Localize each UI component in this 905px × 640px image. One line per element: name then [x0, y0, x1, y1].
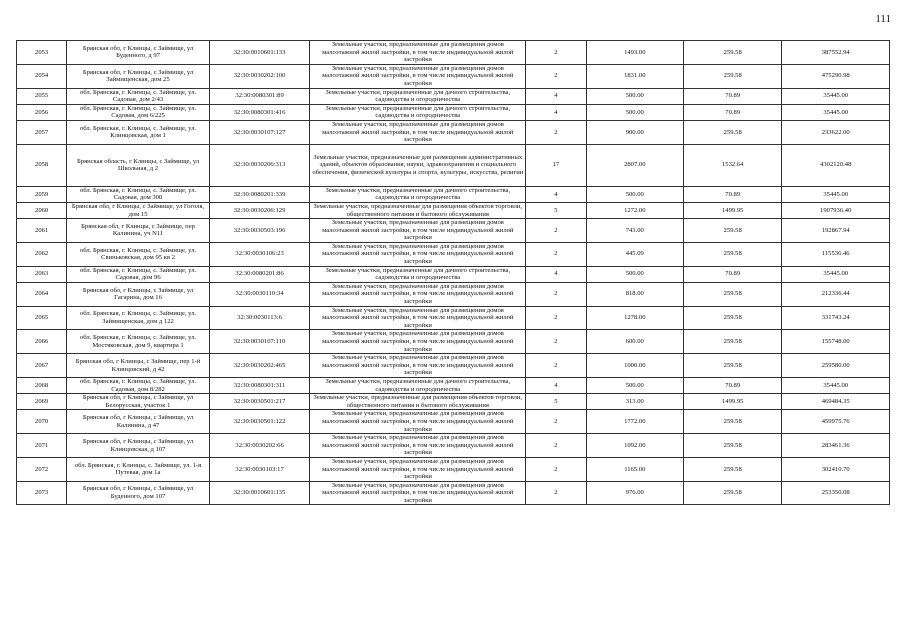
land-use-cell: Земельные участки, предназначенные для размещения административных зданий, объектов образования, науки, здравоохранения и социального обеспечения, физической культуры и спорта, культуры, искусства, религии [310, 144, 526, 186]
address-cell: Брянская обл, г Клинцы, с Займище, пер Калинина, уч N11 [67, 219, 210, 243]
address-cell: обл. Брянская, г. Клинцы, с. Займище, ул. Мостяковская, дом 9, квартира 1 [67, 330, 210, 354]
specific-value-cell: 70.89 [684, 186, 782, 202]
address-cell: Брянская обл, г Клинцы, с Займище, ул Займищенская, дом 25 [67, 64, 210, 88]
land-use-cell: Земельные участки, предназначенные для размещения домов малоэтажной жилой застройки, в том числе индивидуальной жилой застройки [310, 306, 526, 330]
cadastral-number-cell: 32:30:0030103:17 [209, 457, 309, 481]
group-cell: 2 [526, 219, 586, 243]
group-cell: 2 [526, 434, 586, 458]
group-cell: 2 [526, 120, 586, 144]
cadastral-value-cell: 233622.00 [782, 120, 890, 144]
table-row [17, 434, 890, 458]
cadastral-number-cell: 32:30:0030501:217 [209, 394, 309, 410]
address-cell: Брянская обл, г Клинцы, с Займище, ул Клинцовская, д 107 [67, 434, 210, 458]
area-cell: 900.00 [586, 120, 683, 144]
address-cell: обл. Брянская, г. Клинцы, с. Займище, ул. Свиньковская, дом 95 кв 2 [67, 242, 210, 266]
cadastral-value-cell: 35445.00 [782, 88, 890, 104]
land-use-cell: Земельные участки, предназначенные для размещения домов малоэтажной жилой застройки, в том числе индивидуальной жилой застройки [310, 434, 526, 458]
area-cell: 500.00 [586, 266, 683, 282]
table-row [17, 394, 890, 410]
specific-value-cell: 70.89 [684, 88, 782, 104]
land-use-cell: Земельные участки, предназначенные для размещения домов малоэтажной жилой застройки, в том числе индивидуальной жилой застройки [310, 481, 526, 505]
specific-value-cell: 1532.64 [684, 144, 782, 186]
land-use-cell: Земельные участки, предназначенные для размещения домов малоэтажной жилой застройки, в том числе индивидуальной жилой застройки [310, 410, 526, 434]
specific-value-cell: 259.58 [684, 306, 782, 330]
group-cell: 2 [526, 242, 586, 266]
specific-value-cell: 70.89 [684, 377, 782, 393]
table-row [17, 202, 890, 218]
row-number: 2058 [17, 144, 67, 186]
area-cell: 818.00 [586, 282, 683, 306]
cadastral-value-cell: 259580.00 [782, 354, 890, 378]
table-row [17, 354, 890, 378]
cadastral-number-cell: 32:30:0030206:129 [209, 202, 309, 218]
address-cell: Брянская обл, г Клинцы, с Займище, ул Белорусская, участок 1 [67, 394, 210, 410]
area-cell: 2807.00 [586, 144, 683, 186]
cadastral-value-cell: 302410.70 [782, 457, 890, 481]
area-cell: 500.00 [586, 186, 683, 202]
cadastral-number-cell: 32:30:0080301:416 [209, 104, 309, 120]
group-cell: 5 [526, 394, 586, 410]
land-use-cell: Земельные участки, предназначенные для размещения домов малоэтажной жилой застройки, в том числе индивидуальной жилой застройки [310, 242, 526, 266]
row-number: 2055 [17, 88, 67, 104]
table-row [17, 457, 890, 481]
row-number: 2053 [17, 41, 67, 65]
cadastral-value-cell: 469484.35 [782, 394, 890, 410]
area-cell: 1272.00 [586, 202, 683, 218]
group-cell: 2 [526, 481, 586, 505]
cadastral-value-cell: 35445.00 [782, 377, 890, 393]
address-cell: обл. Брянская, г. Клинцы, с. Займище, ул. Займищенская, дом д 122 [67, 306, 210, 330]
row-number: 2063 [17, 266, 67, 282]
group-cell: 2 [526, 306, 586, 330]
area-cell: 313.00 [586, 394, 683, 410]
cadastral-number-cell: 32:30:0080301:89 [209, 88, 309, 104]
cadastral-number-cell: 32:30:0080301:311 [209, 377, 309, 393]
land-use-cell: Земельные участки, предназначенные для размещения домов малоэтажной жилой застройки, в том числе индивидуальной жилой застройки [310, 41, 526, 65]
cadastral-number-cell: 32:30:0030501:122 [209, 410, 309, 434]
address-cell: Брянская обл, г Клинцы, с Займище, ул Буденного, д 97 [67, 41, 210, 65]
cadastral-number-cell: 32:30:0010601:135 [209, 481, 309, 505]
specific-value-cell: 259.58 [684, 434, 782, 458]
row-number: 2062 [17, 242, 67, 266]
specific-value-cell: 259.58 [684, 330, 782, 354]
area-cell: 500.00 [586, 377, 683, 393]
group-cell: 17 [526, 144, 586, 186]
row-number: 2057 [17, 120, 67, 144]
row-number: 2068 [17, 377, 67, 393]
group-cell: 2 [526, 282, 586, 306]
row-number: 2071 [17, 434, 67, 458]
land-use-cell: Земельные участки, предназначенные для дачного строительства, садоводства и огородничества [310, 186, 526, 202]
row-number: 2070 [17, 410, 67, 434]
row-number: 2059 [17, 186, 67, 202]
cadastral-value-cell: 387552.94 [782, 41, 890, 65]
specific-value-cell: 259.58 [684, 41, 782, 65]
specific-value-cell: 1499.95 [684, 394, 782, 410]
row-number: 2060 [17, 202, 67, 218]
table-row [17, 64, 890, 88]
specific-value-cell: 259.58 [684, 457, 782, 481]
cadastral-number-cell: 32:30:0030113:6 [209, 306, 309, 330]
specific-value-cell: 259.58 [684, 64, 782, 88]
row-number: 2061 [17, 219, 67, 243]
cadastral-number-cell: 32:30:0030106:23 [209, 242, 309, 266]
address-cell: Брянская обл, г Клинцы, с Займище, ул Калинина, д 47 [67, 410, 210, 434]
cadastral-number-cell: 32:30:0030202:465 [209, 354, 309, 378]
address-cell: Брянская обл, г Клинцы, с Займище, ул Буденного, дом 107 [67, 481, 210, 505]
group-cell: 2 [526, 354, 586, 378]
group-cell: 2 [526, 64, 586, 88]
group-cell: 2 [526, 41, 586, 65]
area-cell: 1000.00 [586, 354, 683, 378]
cadastral-value-cell: 4302120.48 [782, 144, 890, 186]
row-number: 2066 [17, 330, 67, 354]
area-cell: 500.00 [586, 104, 683, 120]
cadastral-value-cell: 35445.00 [782, 104, 890, 120]
specific-value-cell: 259.58 [684, 282, 782, 306]
table-row [17, 41, 890, 65]
land-use-cell: Земельные участки, предназначенные для размещения домов малоэтажной жилой застройки, в том числе индивидуальной жилой застройки [310, 64, 526, 88]
land-use-cell: Земельные участки, предназначенные для размещения домов малоэтажной жилой застройки, в том числе индивидуальной жилой застройки [310, 282, 526, 306]
row-number: 2072 [17, 457, 67, 481]
area-cell: 1772.00 [586, 410, 683, 434]
land-use-cell: Земельные участки, предназначенные для дачного строительства, садоводства и огородничества [310, 104, 526, 120]
area-cell: 1831.00 [586, 64, 683, 88]
table-row [17, 306, 890, 330]
group-cell: 4 [526, 104, 586, 120]
specific-value-cell: 259.58 [684, 242, 782, 266]
address-cell: Брянская обл, г Клинцы, с Займище, пер 1-й Клинцовский, д 42 [67, 354, 210, 378]
cadastral-number-cell: 32:30:0010601:133 [209, 41, 309, 65]
area-cell: 1493.00 [586, 41, 683, 65]
address-cell: обл. Брянская, г. Клинцы, с. Займище, ул. Садовая, дом 6/225 [67, 104, 210, 120]
specific-value-cell: 259.58 [684, 410, 782, 434]
cadastral-number-cell: 32:30:0030503:196 [209, 219, 309, 243]
area-cell: 1092.00 [586, 434, 683, 458]
table-row [17, 144, 890, 186]
table-row [17, 120, 890, 144]
area-cell: 1165.00 [586, 457, 683, 481]
table-row [17, 330, 890, 354]
specific-value-cell: 259.58 [684, 481, 782, 505]
cadastral-value-table [16, 40, 890, 505]
specific-value-cell: 259.58 [684, 120, 782, 144]
cadastral-number-cell: 32:30:0030107:127 [209, 120, 309, 144]
group-cell: 4 [526, 186, 586, 202]
group-cell: 2 [526, 410, 586, 434]
area-cell: 976.00 [586, 481, 683, 505]
cadastral-number-cell: 32:30:0030202:100 [209, 64, 309, 88]
area-cell: 743.00 [586, 219, 683, 243]
cadastral-value-cell: 192867.94 [782, 219, 890, 243]
land-use-cell: Земельные участки, предназначенные для дачного строительства, садоводства и огородничества [310, 266, 526, 282]
land-use-cell: Земельные участки, предназначенные для размещения домов малоэтажной жилой застройки, в том числе индивидуальной жилой застройки [310, 354, 526, 378]
cadastral-value-cell: 475290.98 [782, 64, 890, 88]
address-cell: обл. Брянская, г. Клинцы, с. Займище, ул. Садовая, дом 2/43 [67, 88, 210, 104]
specific-value-cell: 70.89 [684, 266, 782, 282]
land-use-cell: Земельные участки, предназначенные для дачного строительства, садоводства и огородничества [310, 377, 526, 393]
table-row [17, 219, 890, 243]
land-use-cell: Земельные участки, предназначенные для дачного строительства, садоводства и огородничества [310, 88, 526, 104]
cadastral-number-cell: 32:30:0030110:34 [209, 282, 309, 306]
group-cell: 4 [526, 377, 586, 393]
table-row [17, 410, 890, 434]
area-cell: 445.09 [586, 242, 683, 266]
address-cell: Брянская область, г Клинцы, с Займище, ул Школьная, д 2 [67, 144, 210, 186]
cadastral-value-cell: 35445.00 [782, 266, 890, 282]
specific-value-cell: 70.89 [684, 104, 782, 120]
row-number: 2067 [17, 354, 67, 378]
table-row [17, 186, 890, 202]
cadastral-number-cell: 32:30:0030107:110 [209, 330, 309, 354]
area-cell: 500.00 [586, 88, 683, 104]
group-cell: 4 [526, 266, 586, 282]
address-cell: обл. Брянская, г. Клинцы, с. Займище, ул. Садовая, дом 8/282 [67, 377, 210, 393]
specific-value-cell: 1499.95 [684, 202, 782, 218]
table-row [17, 282, 890, 306]
land-use-cell: Земельные участки, предназначенные для размещения объектов торговли, общественного питания и бытового обслуживания [310, 394, 526, 410]
address-cell: обл. Брянская, г. Клинцы, с. Займище, ул. Клинцовская, дом 1 [67, 120, 210, 144]
cadastral-number-cell: 32:30:0080201:339 [209, 186, 309, 202]
row-number: 2056 [17, 104, 67, 120]
cadastral-number-cell: 32:30:0080201:86 [209, 266, 309, 282]
cadastral-value-cell: 331743.24 [782, 306, 890, 330]
land-use-cell: Земельные участки, предназначенные для размещения домов малоэтажной жилой застройки, в том числе индивидуальной жилой застройки [310, 330, 526, 354]
land-use-cell: Земельные участки, предназначенные для размещения домов малоэтажной жилой застройки, в том числе индивидуальной жилой застройки [310, 120, 526, 144]
cadastral-number-cell: 32:30:0030206:313 [209, 144, 309, 186]
page-number: 111 [875, 13, 891, 25]
cadastral-value-cell: 155748.00 [782, 330, 890, 354]
address-cell: обл. Брянская, г. Клинцы, с. Займище, ул. Садовая, дом 300 [67, 186, 210, 202]
group-cell: 4 [526, 88, 586, 104]
land-use-cell: Земельные участки, предназначенные для размещения домов малоэтажной жилой застройки, в том числе индивидуальной жилой застройки [310, 457, 526, 481]
row-number: 2073 [17, 481, 67, 505]
land-use-cell: Земельные участки, предназначенные для размещения объектов торговли, общественного питания и бытового обслуживания [310, 202, 526, 218]
row-number: 2065 [17, 306, 67, 330]
cadastral-value-cell: 115536.46 [782, 242, 890, 266]
row-number: 2069 [17, 394, 67, 410]
cadastral-value-cell: 1907936.40 [782, 202, 890, 218]
address-cell: обл. Брянская, г. Клинцы, с. Займище, ул. Садовая, дом 96 [67, 266, 210, 282]
address-cell: Брянская обл, г Клинцы, с Займище, ул Гоголя, дом 15 [67, 202, 210, 218]
cadastral-value-cell: 35445.00 [782, 186, 890, 202]
specific-value-cell: 259.58 [684, 354, 782, 378]
group-cell: 5 [526, 202, 586, 218]
table-row [17, 377, 890, 393]
cadastral-value-cell: 212336.44 [782, 282, 890, 306]
table-row [17, 242, 890, 266]
group-cell: 2 [526, 457, 586, 481]
address-cell: обл. Брянская, г. Клинцы, с. Займище, ул. 1-я Путевая, дом 1а [67, 457, 210, 481]
table-row [17, 266, 890, 282]
cadastral-value-cell: 283461.36 [782, 434, 890, 458]
cadastral-value-cell: 253350.08 [782, 481, 890, 505]
table-row [17, 104, 890, 120]
area-cell: 600.00 [586, 330, 683, 354]
row-number: 2064 [17, 282, 67, 306]
row-number: 2054 [17, 64, 67, 88]
specific-value-cell: 259.58 [684, 219, 782, 243]
address-cell: Брянская обл, г Клинцы, с Займище, ул Гагарина, дом 16 [67, 282, 210, 306]
table-row [17, 88, 890, 104]
area-cell: 1278.00 [586, 306, 683, 330]
cadastral-value-cell: 459975.76 [782, 410, 890, 434]
land-use-cell: Земельные участки, предназначенные для размещения домов малоэтажной жилой застройки, в том числе индивидуальной жилой застройки [310, 219, 526, 243]
group-cell: 2 [526, 330, 586, 354]
table-row [17, 481, 890, 505]
cadastral-number-cell: 32:30:0030202:66 [209, 434, 309, 458]
